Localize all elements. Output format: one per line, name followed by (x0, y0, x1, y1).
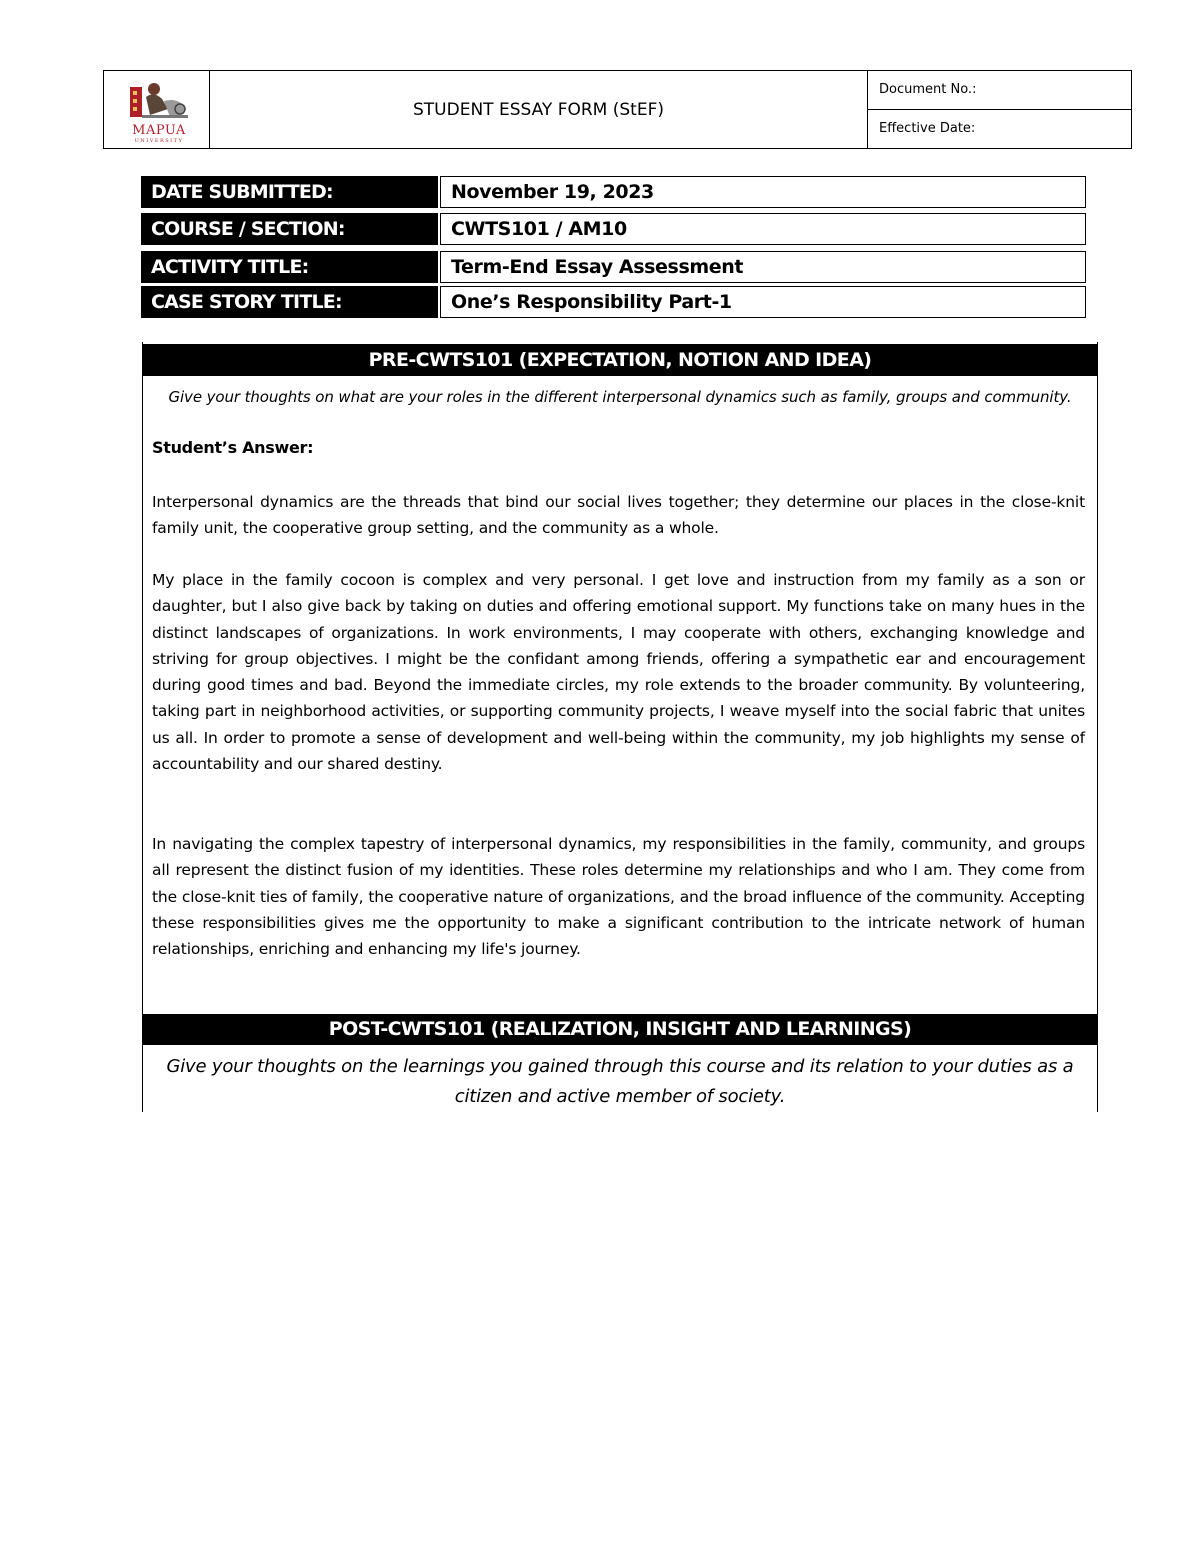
logo-emblem-icon (124, 79, 194, 123)
effective-date-label: Effective Date: (879, 121, 976, 137)
answer-paragraph: Interpersonal dynamics are the threads that bind our social lives together; they determine our places in the close-knit family unit, the cooperative group setting, and the community as a whole. (152, 493, 1085, 538)
essay-section (142, 342, 1098, 1112)
case-story-title-row (141, 286, 1086, 318)
student-answer-label: Student’s Answer: (152, 438, 314, 457)
activity-title-value: Term-End Essay Assessment (440, 251, 1086, 283)
date-submitted-row (141, 176, 1086, 208)
answer-paragraph: My place in the family cocoon is complex and very personal. I get love and instruction from my family as a son or daughter, but I also give back by taking on duties and offering emotional support. My functions take on many hues in the distinct landscapes of organizations. In work environments, I may cooperate with others, exchanging knowledge and striving for group objectives. I might be the confidant among friends, offering a sympathetic ear and encouragement during good times and bad. Beyond the immediate circles, my role extends to the broader community. By volunteering, taking part in neighborhood activities, or supporting community projects, I weave myself into the social fabric that unites us all. In order to promote a sense of development and well-being within the community, my job highlights my sense of accountability and our shared destiny. (152, 571, 1085, 774)
logo-subtext: UNIVERSITY (134, 138, 184, 144)
date-submitted-label: DATE SUBMITTED: (141, 176, 438, 208)
course-section-row (141, 213, 1086, 245)
form-title: STUDENT ESSAY FORM (StEF) (210, 71, 868, 148)
university-logo (124, 79, 194, 143)
case-story-title-value: One’s Responsibility Part-1 (440, 286, 1086, 318)
course-section-label: COURSE / SECTION: (141, 213, 438, 245)
activity-title-row (141, 251, 1086, 283)
activity-title-label: ACTIVITY TITLE: (141, 251, 438, 283)
post-cwts-heading: POST-CWTS101 (REALIZATION, INSIGHT AND LEARNINGS) (143, 1014, 1097, 1045)
logo-wordmark: MAPUA (132, 123, 186, 138)
pre-cwts-heading: PRE-CWTS101 (EXPECTATION, NOTION AND IDEA) (143, 344, 1097, 376)
course-section-value: CWTS101 / AM10 (440, 213, 1086, 245)
document-header (103, 70, 1132, 149)
document-no-label: Document No.: (868, 71, 1131, 110)
pre-cwts-prompt: Give your thoughts on what are your roles in the different interpersonal dynamics such as family, groups and community. (168, 388, 1072, 406)
document-meta (868, 71, 1131, 148)
post-cwts-prompt: Give your thoughts on the learnings you gained through this course and its relation to your duties as a citizen and active member of society. (166, 1056, 1074, 1107)
date-submitted-value: November 19, 2023 (440, 176, 1086, 208)
answer-paragraph: In navigating the complex tapestry of interpersonal dynamics, my responsibilities in the family, community, and groups all represent the distinct fusion of my identities. These roles determine my relationships and who I am. They come from the close-knit ties of family, the cooperative nature of organizations, and the broad influence of the community. Accepting these responsibilities gives me the opportunity to make a significant contribution to the intricate network of human relationships, enriching and enhancing my life's journey. (152, 835, 1085, 959)
logo-cell (104, 71, 210, 148)
case-story-title-label: CASE STORY TITLE: (141, 286, 438, 318)
